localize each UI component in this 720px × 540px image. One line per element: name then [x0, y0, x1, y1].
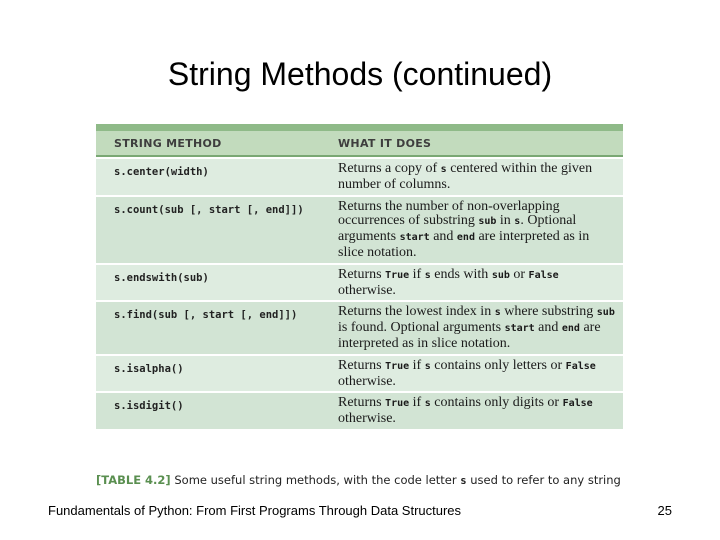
- description-text: where substring: [500, 304, 597, 320]
- description-text: and: [429, 229, 457, 245]
- description-cell: [318, 265, 623, 301]
- description-text: otherwise.: [338, 411, 396, 427]
- inline-code: end: [456, 232, 475, 244]
- inline-code: True: [385, 398, 410, 410]
- inline-code: True: [385, 360, 410, 372]
- inline-code: s: [424, 360, 431, 372]
- description-text: contains only letters or: [430, 357, 566, 373]
- description-text: is found. Optional arguments: [338, 320, 505, 336]
- inline-code: True: [385, 269, 410, 281]
- description-text: centered within the given number of columns.: [338, 161, 593, 192]
- description-text: contains only digits or: [430, 395, 563, 411]
- description-cell: [318, 393, 623, 429]
- table-row: [96, 354, 623, 392]
- method-cell: s.isalpha(): [114, 362, 184, 375]
- table-top-bar: [96, 124, 623, 131]
- table-row: [96, 157, 623, 195]
- inline-code: s: [440, 164, 447, 175]
- description-text: otherwise.: [338, 282, 396, 298]
- table-body: [96, 157, 623, 429]
- inline-code: False: [528, 269, 559, 281]
- inline-code: end: [561, 323, 580, 335]
- method-cell: s.center(width): [114, 166, 209, 178]
- inline-code: s: [424, 398, 431, 410]
- inline-code: sub: [478, 216, 497, 228]
- inline-code: sub: [491, 269, 510, 281]
- description-text: if: [409, 357, 425, 373]
- inline-code: start: [504, 323, 535, 335]
- description-text: in: [496, 213, 515, 229]
- description-text: and: [534, 320, 562, 336]
- caption-text-before: Some useful string methods, with the code letter: [170, 473, 461, 487]
- method-cell: s.endswith(sub): [114, 271, 209, 284]
- inline-code: False: [565, 360, 596, 372]
- caption-text-after: used to refer to any string: [466, 473, 621, 487]
- table-header: [96, 131, 623, 155]
- slide-footer: Fundamentals of Python: From First Programs Through Data Structures: [48, 503, 462, 518]
- string-methods-table: [96, 124, 623, 429]
- description-text: are interpreted as in slice notation.: [338, 229, 590, 260]
- description-text: ends with: [430, 266, 492, 282]
- table-row: [96, 300, 623, 353]
- header-what-it-does: WHAT IT DOES: [338, 136, 432, 150]
- table-row: [96, 263, 623, 301]
- description-text: Returns: [338, 395, 386, 411]
- inline-code: False: [562, 398, 593, 410]
- description-text: Returns: [338, 357, 386, 373]
- description-cell: [318, 159, 623, 195]
- description-text: Returns the lowest index in: [338, 304, 495, 320]
- inline-code: start: [399, 232, 430, 244]
- header-string-method: STRING METHOD: [114, 136, 222, 150]
- description-text: Returns: [338, 266, 386, 282]
- inline-code: sub: [596, 307, 615, 319]
- description-text: Returns the number of non-overlapping occurrences of substring: [338, 198, 560, 229]
- slide-title: String Methods (continued): [167, 56, 553, 92]
- description-cell: [318, 302, 623, 353]
- description-cell: [318, 197, 623, 263]
- description-text: if: [409, 395, 425, 411]
- method-cell: s.count(sub [, start [, end]]): [114, 203, 304, 216]
- table-row: [96, 195, 623, 263]
- page-number: 25: [657, 503, 672, 518]
- description-text: are interpreted as in slice notation.: [338, 320, 601, 351]
- table-caption: [96, 473, 621, 487]
- method-cell: s.find(sub [, start [, end]]): [114, 309, 298, 322]
- inline-code: s: [494, 307, 501, 319]
- description-text: otherwise.: [338, 373, 396, 389]
- table-row: [96, 391, 623, 429]
- method-cell: s.isdigit(): [114, 400, 184, 413]
- description-text: . Optional arguments: [338, 213, 577, 245]
- description-text: or: [509, 266, 529, 282]
- inline-code: s: [514, 216, 521, 228]
- description-text: Returns a copy of: [338, 161, 441, 176]
- description-text: if: [409, 266, 425, 282]
- inline-code: s: [424, 269, 431, 281]
- caption-tag: [TABLE 4.2]: [96, 473, 171, 487]
- caption-code: s: [460, 475, 467, 487]
- description-cell: [318, 356, 623, 392]
